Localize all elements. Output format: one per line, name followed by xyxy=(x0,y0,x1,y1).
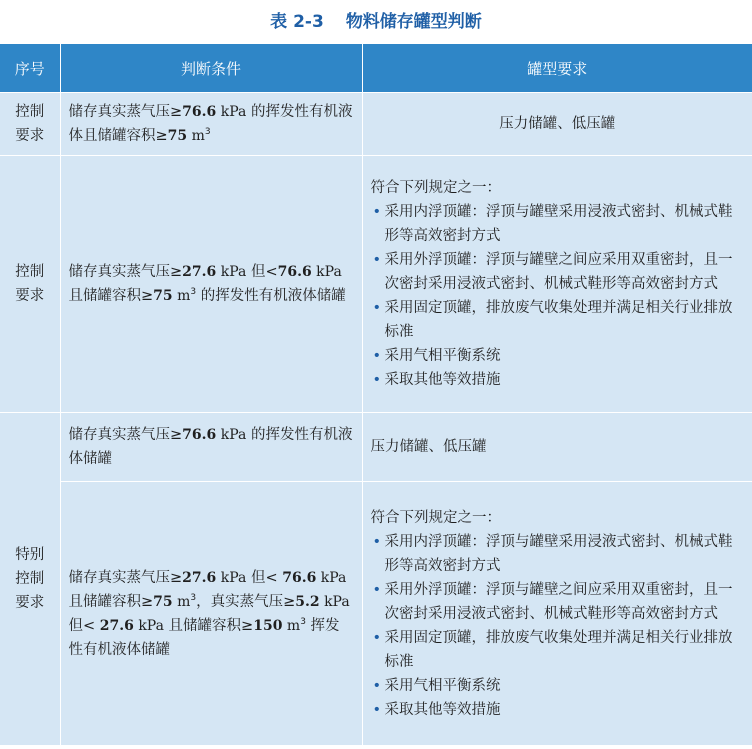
cond-unit: kPa xyxy=(216,569,247,586)
cond-superscript: 3 xyxy=(190,592,197,603)
list-item: • 采用外浮顶罐：浮顶与罐壁之间应采用双重密封，且一次密封采用浸液式密封、机械式鞋形等高效密封方式 xyxy=(371,248,745,296)
cond-value: 75 xyxy=(153,593,173,610)
cond-text: 的挥发性有机液体储罐 xyxy=(196,288,346,304)
condition-cell xyxy=(60,482,362,746)
row-seq-label xyxy=(0,413,60,746)
list-item: • 采用固定顶罐，排放废气收集处理并满足相关行业排放标准 xyxy=(371,626,745,674)
cond-text: 储存真实蒸气压≥ xyxy=(68,264,183,280)
cond-value: 27.6 xyxy=(182,264,217,280)
table-title xyxy=(0,0,752,44)
cond-value: 150 xyxy=(253,617,283,634)
list-item: • 采取其他等效措施 xyxy=(371,698,745,722)
requirement-intro: 符合下列规定之一： xyxy=(370,180,501,196)
table-number: 表 2-3 xyxy=(270,12,324,32)
cond-text: 且储罐容积≥ xyxy=(68,593,154,610)
cond-text: 且储罐容积≥ xyxy=(68,288,154,304)
header-row xyxy=(0,44,752,93)
cond-unit: m xyxy=(187,128,205,144)
requirement-list xyxy=(371,530,745,722)
table-row xyxy=(0,93,752,156)
cond-unit: kPa xyxy=(133,617,164,634)
list-item: • 采用气相平衡系统 xyxy=(371,344,745,368)
cond-unit: m xyxy=(282,617,301,634)
condition-cell xyxy=(60,156,362,413)
cond-text: 储存真实蒸气压≥ xyxy=(68,569,183,586)
condition-cell xyxy=(60,413,362,482)
cond-unit: m xyxy=(172,288,191,304)
list-item: • 采取其他等效措施 xyxy=(371,368,745,392)
cond-text: 的挥发性有机液体储罐 xyxy=(68,427,353,467)
cond-text: 但< xyxy=(246,264,278,280)
cond-text: 但< xyxy=(68,617,100,634)
requirement-cell xyxy=(362,156,752,413)
cond-unit: kPa xyxy=(216,427,247,443)
list-item: • 采用外浮顶罐：浮顶与罐壁之间应采用双重密封，且一次密封采用浸液式密封、机械式鞋形等高效密封方式 xyxy=(371,578,745,626)
list-item: • 采用内浮顶罐：浮顶与罐壁采用浸液式密封、机械式鞋形等高效密封方式 xyxy=(371,530,745,578)
cond-value: 27.6 xyxy=(99,617,134,634)
cond-value: 27.6 xyxy=(182,569,217,586)
cond-value: 76.6 xyxy=(282,569,317,586)
cond-text: ，真实蒸气压≥ xyxy=(196,593,296,610)
cond-text: 但< xyxy=(246,569,283,586)
table-row xyxy=(0,413,752,482)
seq-text: 控制 要求 xyxy=(15,104,45,144)
tank-type-table xyxy=(0,44,752,746)
cond-unit: kPa xyxy=(316,569,347,586)
condition-cell xyxy=(60,93,362,156)
requirement-list xyxy=(371,200,745,392)
cond-value: 75 xyxy=(153,288,173,304)
cond-unit: kPa xyxy=(216,264,247,280)
seq-text: 控制 要求 xyxy=(15,264,45,304)
seq-text: 特别 控制 要求 xyxy=(15,547,45,611)
cond-text: 挥发性有机液体储罐 xyxy=(68,617,340,658)
cond-text: 储存真实蒸气压≥ xyxy=(68,427,183,443)
table-row xyxy=(0,156,752,413)
cond-text: 的挥发性有机液体且储罐容积≥ xyxy=(68,104,353,144)
requirement-cell xyxy=(362,482,752,746)
header-requirement: 罐型要求 xyxy=(362,44,752,93)
cond-superscript: 3 xyxy=(204,127,211,138)
cond-unit: kPa xyxy=(319,593,350,610)
requirement-cell: 压力储罐、低压罐 xyxy=(362,413,752,482)
cond-superscript: 3 xyxy=(300,616,306,627)
row-seq-label xyxy=(0,93,60,156)
list-item: • 采用气相平衡系统 xyxy=(371,674,745,698)
cond-unit: kPa xyxy=(311,264,342,280)
list-item: • 采用固定顶罐，排放废气收集处理并满足相关行业排放标准 xyxy=(371,296,745,344)
list-item: • 采用内浮顶罐：浮顶与罐壁采用浸液式密封、机械式鞋形等高效密封方式 xyxy=(371,200,745,248)
cond-superscript: 3 xyxy=(190,287,197,298)
header-seq: 序号 xyxy=(0,44,60,93)
cond-unit: m xyxy=(172,593,191,610)
row-seq-label xyxy=(0,156,60,413)
table-row xyxy=(0,482,752,746)
header-condition: 判断条件 xyxy=(60,44,362,93)
cond-value: 75 xyxy=(167,128,188,144)
cond-unit: kPa xyxy=(216,104,247,120)
requirement-cell: 压力储罐、低压罐 xyxy=(362,93,752,156)
cond-value: 76.6 xyxy=(182,104,217,120)
cond-value: 76.6 xyxy=(182,427,217,443)
cond-text: 且储罐容积≥ xyxy=(163,617,254,634)
cond-value: 76.6 xyxy=(277,264,312,280)
cond-value: 5.2 xyxy=(295,593,320,610)
requirement-intro: 符合下列规定之一： xyxy=(370,509,501,526)
cond-text: 储存真实蒸气压≥ xyxy=(68,104,183,120)
table-title-text: 物料储存罐型判断 xyxy=(345,12,482,32)
